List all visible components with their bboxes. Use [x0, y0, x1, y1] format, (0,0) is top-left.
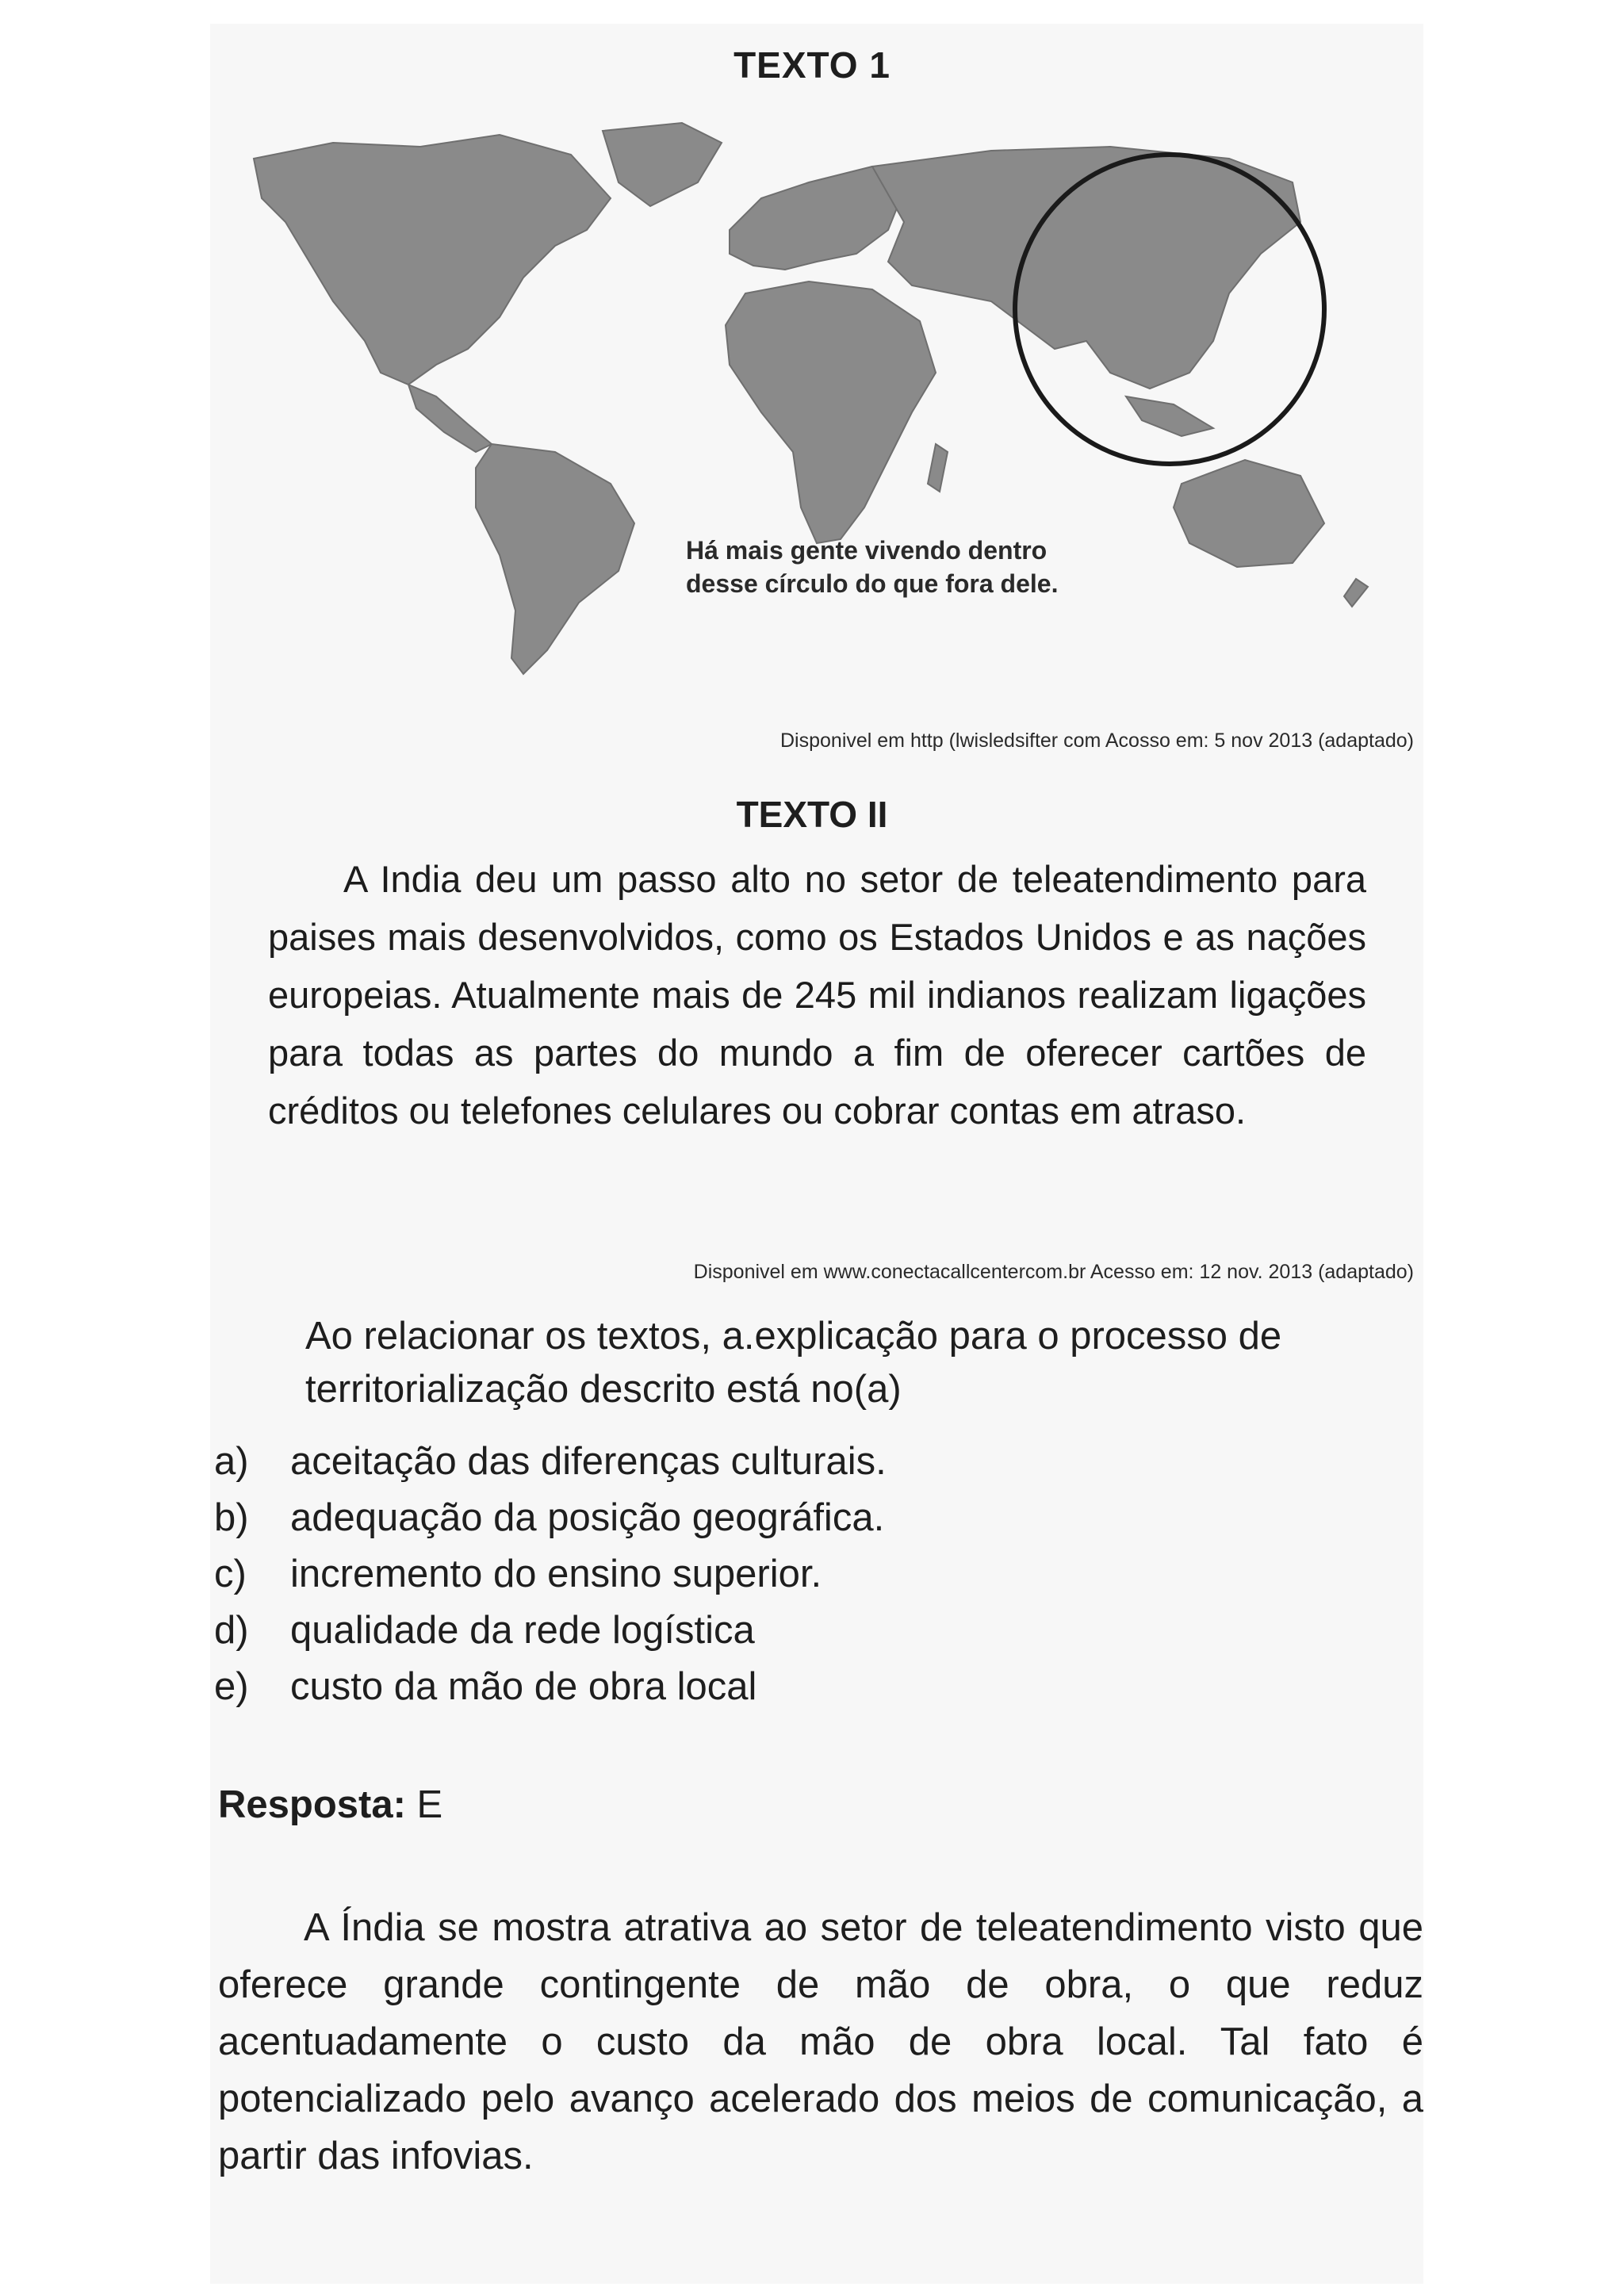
option-text: aceitação das diferenças culturais.	[290, 1440, 887, 1483]
texto1-source: Disponivel em http (lwisledsifter com Acosso em: 5 nov 2013 (adaptado)	[780, 730, 1414, 752]
option-text: custo da mão de obra local	[290, 1665, 757, 1708]
option-a	[214, 1434, 1404, 1490]
option-c	[214, 1546, 1404, 1603]
options-list	[214, 1434, 1404, 1715]
world-map	[238, 111, 1396, 682]
option-b	[214, 1490, 1404, 1546]
option-d	[214, 1603, 1404, 1659]
map-caption-line1: Há mais gente vivendo dentro	[686, 536, 1048, 565]
option-letter: b)	[214, 1496, 249, 1539]
option-letter: c)	[214, 1553, 247, 1595]
option-letter: a)	[214, 1440, 249, 1483]
option-letter: e)	[214, 1665, 249, 1708]
europe-landmass	[730, 167, 904, 270]
texto1-title: TEXTO 1	[733, 44, 891, 86]
option-text: incremento do ensino superior.	[290, 1553, 822, 1595]
option-text: adequação da posição geográfica.	[290, 1496, 885, 1539]
madagascar-landmass	[928, 444, 948, 492]
answer-label: Resposta:	[218, 1783, 406, 1826]
texto2-source: Disponivel em www.conectacallcentercom.br Acesso em: 12 nov. 2013 (adaptado)	[693, 1261, 1414, 1283]
greenland-landmass	[603, 123, 722, 206]
asia-landmass	[872, 147, 1300, 389]
map-caption-line2: desse círculo do que fora dele.	[686, 569, 1059, 598]
option-text: qualidade da rede logística	[290, 1609, 755, 1652]
southeast-asia-islands	[1126, 396, 1213, 436]
explanation-paragraph: A Índia se mostra atrativa ao setor de teleatendimento visto que oferece grande contingente de mão de obra, o que reduz acentuadamente o custo da mão de obra local. Tal fato é potencializado pelo avanço acelerado dos meios de comunicação, a partir das infovias.	[218, 1906, 1423, 2177]
option-e	[214, 1659, 1404, 1715]
question-text: Ao relacionar os textos, a.explicação para o processo de territorialização descrito está no(a)	[305, 1315, 1282, 1411]
answer	[218, 1783, 442, 1827]
australia-landmass	[1174, 460, 1324, 567]
north-america-landmass	[254, 135, 611, 385]
africa-landmass	[726, 281, 936, 543]
option-letter: d)	[214, 1609, 249, 1652]
answer-value: E	[416, 1783, 443, 1826]
new-zealand-landmass	[1344, 579, 1368, 607]
texto2-paragraph: A India deu um passo alto no setor de teleatendimento para paises mais desenvolvidos, como os Estados Unidos e as nações europeias. Atualmente mais de 245 mil indianos realizam ligações para todas as partes do mundo a fim de oferecer cartões de créditos ou telefones celulares ou cobrar contas em atraso.	[268, 858, 1366, 1132]
south-america-landmass	[476, 444, 634, 674]
texto2-title: TEXTO II	[736, 794, 888, 835]
central-america-landmass	[408, 385, 492, 452]
